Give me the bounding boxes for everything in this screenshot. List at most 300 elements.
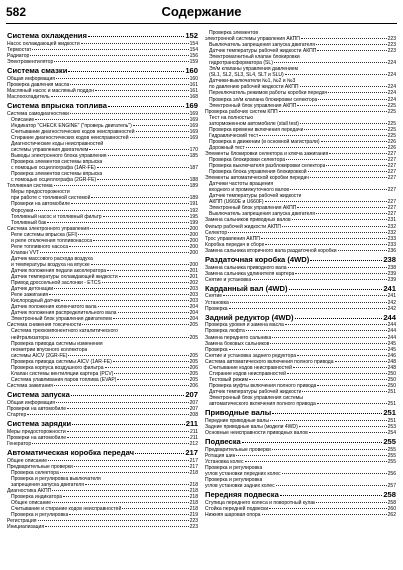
- toc-entry-title: Генератор: [7, 440, 32, 447]
- dot-leader: [32, 49, 188, 50]
- toc-entry-title: Датчик температуры рабочей жидкости: [209, 193, 302, 200]
- dot-leader: [85, 484, 189, 485]
- toc-entry-page: 218: [189, 505, 198, 512]
- toc-entry-title: Основные неисправности приводных валов: [205, 429, 308, 436]
- toc-entry-title: Индикатор "CHECK ENGINE" ("проверь двигатель"): [11, 122, 132, 129]
- dot-leader: [122, 508, 188, 509]
- dot-leader: [74, 466, 189, 467]
- dot-leader: [270, 420, 387, 421]
- dot-leader: [293, 367, 387, 368]
- toc-entry-page: 233: [387, 241, 396, 248]
- toc-entry-page: 204: [189, 310, 198, 317]
- dot-leader: [48, 460, 189, 461]
- dot-leader: [280, 495, 383, 496]
- toc-entry-title: Замена сальника вторичного вала раздаточной коробки: [205, 247, 337, 254]
- toc-entry-title: Общее описание: [11, 499, 52, 506]
- toc-entry-title: Общая информация: [7, 75, 56, 82]
- toc-entry-page: 227: [387, 150, 396, 157]
- toc-entry-title: Проверка рабочих систем КПП: [205, 108, 278, 115]
- toc-entry-title: Система впрыска топлива: [7, 101, 107, 110]
- toc-entry-page: 217: [189, 463, 198, 470]
- dot-leader: [47, 222, 188, 223]
- toc-entry-title: Проверка эл/м клапана блокировки селектора: [209, 96, 318, 103]
- toc-entry-page: 218: [189, 499, 198, 506]
- toc-entry-title: Считывание кодов неисправностей: [209, 364, 292, 371]
- dot-leader: [136, 131, 189, 132]
- toc-entry-title: Проверка блокировки селектора: [209, 156, 286, 163]
- toc-entry-title: Датчик детонации: [11, 286, 54, 293]
- toc-entry-page: 244: [383, 312, 396, 322]
- toc-entry-page: 244: [387, 328, 396, 335]
- dot-leader: [91, 264, 189, 265]
- toc-entry-page: 244: [387, 322, 396, 329]
- toc-entry-title: углов установки передних колес: [205, 470, 281, 477]
- dot-leader: [107, 270, 188, 271]
- toc-entry-title: Проверка и регулировка: [205, 464, 263, 471]
- dot-leader: [34, 210, 188, 211]
- toc-entry-title: Проверки на автомобиле: [7, 434, 67, 441]
- toc-entry-title: Электронный блок управления двигателем: [11, 316, 112, 323]
- toc-entry-page: 207: [189, 405, 198, 412]
- toc-entry-page: 238: [383, 254, 396, 264]
- toc-entry-page: 204: [189, 316, 198, 323]
- dot-leader: [236, 455, 386, 456]
- toc-entry-page: 200: [189, 225, 198, 232]
- toc-entry-title: Проверка муфты включения полного привода: [209, 382, 317, 389]
- dot-leader: [40, 252, 188, 253]
- toc-entry-page: 227: [387, 211, 396, 218]
- toc-entry-title: Ротация шин: [205, 452, 236, 459]
- toc-entry-title: Радиатор: [7, 52, 30, 59]
- dot-leader: [91, 197, 188, 198]
- toc-entry-page: 191: [189, 201, 198, 208]
- toc-entry-page: 160: [185, 65, 198, 75]
- toc-entry-title: Автоматическая коробка передач: [7, 448, 135, 457]
- toc-entry-page: 223: [189, 524, 198, 531]
- toc-entry-page: 225: [387, 132, 396, 139]
- toc-entry-page: 250: [387, 370, 396, 377]
- dot-leader: [52, 490, 188, 491]
- toc-entry-page: 255: [387, 446, 396, 453]
- dot-leader: [49, 294, 188, 295]
- dot-leader: [78, 234, 188, 235]
- dot-leader: [269, 508, 386, 509]
- toc-entry: [205, 512, 396, 518]
- toc-entry-page: 239: [387, 270, 396, 277]
- toc-entry-title: Датчик положения распределительного вала: [11, 310, 117, 317]
- dot-leader: [270, 343, 386, 344]
- toc-entry-title: Элементы блокировки селектора и ключа зажигания: [205, 150, 329, 157]
- dot-leader: [81, 43, 189, 44]
- toc-entry-page: 256: [387, 470, 396, 477]
- toc-section: [7, 391, 198, 400]
- toc-entry-page: 233: [387, 235, 396, 242]
- toc-entry-page: 185: [189, 153, 198, 160]
- toc-entry-title: Гидравлический тест: [209, 132, 259, 139]
- toc-section: [7, 102, 198, 111]
- toc-entry-title: Диагностика АКПП: [7, 487, 52, 494]
- dot-leader: [38, 520, 189, 521]
- toc-entry-title: Термостат: [7, 46, 32, 53]
- dot-leader: [335, 361, 387, 362]
- dot-leader: [329, 153, 386, 154]
- toc-entry-page: 200: [189, 231, 198, 238]
- toc-entry-page: 227: [387, 187, 396, 194]
- toc-entry-page: 250: [387, 376, 396, 383]
- dot-leader: [135, 453, 184, 454]
- toc-entry-title: АКПП (U660E и U660F): [209, 199, 264, 206]
- dot-leader: [52, 502, 189, 503]
- toc-entry-page: 195: [189, 213, 198, 220]
- toc-entry-page: 189: [189, 183, 198, 190]
- toc-entry-title: Насос охлаждающей жидкости: [7, 40, 80, 47]
- dot-leader: [68, 71, 184, 72]
- toc-entry-title: Система смазки: [7, 66, 68, 75]
- toc-entry-title: Электронный блок управления АКПП: [209, 102, 297, 109]
- dot-leader: [50, 337, 189, 338]
- toc-entry-title: Датчик положения коленчатого вала: [11, 304, 97, 311]
- dot-leader: [317, 50, 386, 51]
- toc-entry-title: Меры предосторожности: [7, 428, 66, 435]
- toc-entry-title: Проверка привода системы AICV (1AR-FE): [11, 358, 112, 365]
- toc-entry-title: системы управления двигателем: [11, 147, 89, 154]
- toc-entry-title: Стартер: [7, 411, 27, 418]
- toc-entry-page: 203: [189, 292, 198, 299]
- toc-entry-page: 227: [387, 163, 396, 170]
- toc-entry-page: 205: [189, 334, 198, 341]
- toc-entry-page: 226: [387, 144, 396, 151]
- toc-entry-page: 200: [189, 249, 198, 256]
- toc-entry-title: Система зажигания: [7, 382, 53, 389]
- toc-entry-page: 251: [387, 417, 396, 424]
- toc-entry-title: Проверка привода системы изменения: [11, 340, 103, 347]
- toc-entry-title: системы AICV (2GR-FE): [11, 352, 68, 359]
- toc-entry-title: Замена сальника удлинителя картера: [205, 270, 295, 277]
- dot-leader: [297, 105, 386, 106]
- toc-entry-title: Форсунки: [11, 207, 34, 214]
- page-header: [6, 3, 397, 24]
- toc-entry-title: Система охлаждения: [7, 32, 87, 40]
- toc-entry-page: 218: [189, 487, 198, 494]
- dot-leader: [70, 84, 188, 85]
- dot-leader: [97, 179, 188, 180]
- dot-leader: [276, 485, 387, 486]
- toc-entry-title: Задний редуктор (4WD): [205, 313, 294, 322]
- toc-entry-page: 226: [387, 138, 396, 145]
- dot-leader: [89, 149, 188, 150]
- toc-entry-title: Переключатель режимов работы коробки передач: [209, 90, 328, 97]
- toc-entry-title: Маслоохладитель: [7, 93, 50, 100]
- toc-entry-title: нейтрализатора: [11, 334, 49, 341]
- toc-entry-title: Общая информация: [7, 399, 56, 406]
- toc-entry-page: 258: [387, 499, 396, 506]
- toc-entry-page: 159: [189, 58, 198, 65]
- toc-entry-page: 255: [387, 452, 396, 459]
- dot-leader: [90, 228, 189, 229]
- dot-leader: [316, 213, 387, 214]
- toc-entry-title: Масляный насос и масляный поддон: [7, 87, 95, 94]
- toc-entry-page: 212: [189, 440, 198, 447]
- dot-leader: [272, 337, 386, 338]
- dot-leader: [63, 496, 189, 497]
- toc-entry-page: 211: [185, 418, 198, 428]
- toc-entry-title: Реле системы впрыска (EFI): [11, 231, 78, 238]
- toc-entry-page: 187: [189, 165, 198, 172]
- dot-leader: [252, 279, 386, 280]
- toc-entry-page: 201: [189, 274, 198, 281]
- toc-entry-page: 207: [185, 389, 198, 399]
- toc-section: [205, 314, 396, 323]
- dot-leader: [130, 137, 189, 138]
- toc-entry-title: Проверка элементов системы впрыска: [11, 159, 103, 166]
- toc-entry: [7, 383, 198, 389]
- dot-leader: [72, 424, 185, 425]
- dot-leader: [105, 367, 189, 368]
- dot-leader: [317, 385, 386, 386]
- toc-entry-title: Проверка давления масла: [7, 81, 70, 88]
- toc-entry-title: Проверка в движении (в основной магистрали): [209, 138, 320, 145]
- toc-entry-title: Раздаточная коробка (4WD): [205, 255, 310, 264]
- dot-leader: [308, 171, 387, 172]
- toc-entry-title: Датчик массового расхода воздуха: [11, 255, 93, 262]
- toc-entry-page: 203: [189, 298, 198, 305]
- dot-leader: [27, 414, 188, 415]
- toc-entry-title: Проверка блока управления блокировкой: [209, 169, 307, 176]
- dot-leader: [328, 92, 386, 93]
- dot-leader: [259, 135, 386, 136]
- dot-leader: [338, 250, 387, 251]
- toc-entry-page: 223: [387, 48, 396, 55]
- dot-leader: [299, 426, 387, 427]
- toc-entry-title: Стирание кодов неисправностей: [209, 370, 286, 377]
- toc-entry-title: по давлению рабочей жидкости АКПП: [209, 84, 299, 91]
- dot-leader: [317, 403, 387, 404]
- toc-entry-page: 218: [189, 481, 198, 488]
- toc-entry-title: Проверки на автомобиле: [11, 201, 71, 208]
- toc-entry: [205, 277, 396, 283]
- toc-entry-title: Диагностические коды неисправностей: [11, 141, 104, 147]
- toc-entry-title: Задние приводные валы (модели 4WD): [205, 423, 298, 430]
- toc-entry-page: 206: [189, 364, 198, 371]
- toc-entry-page: 253: [387, 423, 396, 430]
- toc-entry-page: 227: [387, 169, 396, 176]
- toc-entry: [205, 483, 396, 489]
- dot-leader: [228, 232, 386, 233]
- toc-entry-title: Кислородный датчик: [11, 298, 60, 305]
- dot-leader: [117, 379, 188, 380]
- toc-entry-page: 227: [387, 205, 396, 212]
- toc-entry-title: Датчик температуры охлаждающей жидкости: [11, 274, 118, 281]
- toc-entry-page: 255: [383, 437, 396, 446]
- toc-section: [7, 420, 198, 429]
- toc-entry-title: Проверка элементов системы впрыска: [11, 171, 103, 178]
- toc-entry-title: и реле отключения топливонасоса: [11, 237, 93, 244]
- toc-entry-page: 217: [185, 447, 198, 457]
- toc-entry-page: 204: [189, 304, 198, 311]
- toc-entry-page: 242: [387, 305, 396, 312]
- toc-entry-title: заторможенном автомобиле (stall test): [209, 120, 299, 127]
- toc-entry-title: Проверка уровня и замена масла: [205, 322, 284, 329]
- dot-leader: [93, 240, 188, 241]
- toc-column-left: [7, 30, 198, 530]
- dot-leader: [310, 260, 382, 261]
- dot-leader: [69, 246, 189, 247]
- dot-leader: [119, 276, 189, 277]
- toc-entry-title: Проверка и регулировка выключателя: [11, 475, 101, 482]
- dot-leader: [32, 443, 188, 444]
- dot-leader: [321, 141, 387, 142]
- toc-entry-page: 200: [189, 243, 198, 250]
- toc-entry-page: 154: [189, 40, 198, 47]
- toc-entry-page: 205: [189, 370, 198, 377]
- toc-entry-page: 223: [387, 36, 396, 43]
- dot-leader: [103, 216, 189, 217]
- dot-leader: [45, 526, 189, 527]
- toc-entry-title: Инициализация: [7, 524, 45, 531]
- toc-entry-page: 254: [387, 429, 396, 436]
- dot-leader: [316, 44, 387, 45]
- toc-entry-title: (SL1, SL2, SL3, SL4, SLT и SLU): [209, 72, 284, 79]
- toc-entry-page: 236: [387, 247, 396, 254]
- toc-entry-title: Система самодиагностики: [7, 110, 69, 117]
- dot-leader: [67, 408, 188, 409]
- toc-entry-title: Проверка: [205, 346, 228, 353]
- toc-entry-title: Датчики-выключатели №1, №2 и №3: [209, 78, 296, 85]
- toc-entry-title: Тестовый режим: [209, 376, 248, 383]
- toc-entry-title: Предварительные проверки: [7, 463, 73, 470]
- toc-entry-page: 225: [387, 108, 396, 115]
- toc-entry-page: 238: [387, 264, 396, 271]
- dot-leader: [54, 61, 188, 62]
- dot-leader: [310, 177, 387, 178]
- dot-leader: [82, 324, 188, 325]
- toc-entry-title: геометрии впускного коллектора: [11, 346, 88, 353]
- toc-entry: [7, 59, 198, 65]
- toc-entry-title: Передние приводные валы: [205, 417, 269, 424]
- toc-entry-page: 199: [189, 219, 198, 226]
- toc-entry-page: 188: [189, 177, 198, 184]
- toc-entry-title: Система электронного управления: [7, 225, 89, 232]
- toc-entry-page: 169: [189, 110, 198, 117]
- toc-entry-title: Дорожный тест: [209, 144, 245, 151]
- toc-entry-page: 224: [387, 90, 396, 97]
- dot-leader: [262, 514, 387, 515]
- toc-entry-title: гидротрансформатора (SL): [209, 60, 273, 67]
- toc-entry: [7, 412, 198, 418]
- toc-entry-page: 224: [387, 84, 396, 91]
- toc-section: [205, 491, 396, 500]
- toc-entry-page: 206: [189, 382, 198, 389]
- toc-entry-page: 227: [387, 175, 396, 182]
- dot-leader: [97, 167, 189, 168]
- toc-entry-page: 257: [387, 483, 396, 490]
- toc-entry-title: Проверка индикатора: [11, 493, 63, 500]
- toc-entry-title: входного и промежуточного валов: [209, 187, 290, 194]
- toc-entry-title: Замена сальников приводных валов: [205, 217, 291, 224]
- toc-entry-title: Проверки на автомобиле: [7, 405, 67, 412]
- toc-entry-title: Элементы автоматической коробки передач: [205, 175, 309, 182]
- toc-entry-page: 245: [387, 346, 396, 353]
- toc-entry-page: 192: [189, 207, 198, 214]
- dot-leader: [108, 155, 189, 156]
- toc-entry-title: Тест на полностью: [209, 114, 254, 121]
- toc-entry-title: с помощью осциллографа (1AR-FE): [11, 165, 96, 172]
- toc-entry-page: 189: [189, 195, 198, 202]
- toc-entry-title: Стирание диагностических кодов неисправностей: [11, 134, 129, 141]
- toc-entry-title: при работе с топливной системой: [11, 195, 91, 202]
- toc-section: [205, 256, 396, 265]
- toc-entry-title: Замена боковых сальников: [205, 340, 270, 347]
- dot-leader: [290, 189, 386, 190]
- toc-entry-title: Проверка и регулировка: [205, 477, 263, 484]
- toc-entry-title: запрещения запуска двигателя: [11, 481, 84, 488]
- dot-leader: [61, 300, 189, 301]
- toc-entry-title: Проверка: [205, 305, 228, 312]
- toc-entry-title: Система автоматического включения полного привода: [205, 358, 334, 365]
- dot-leader: [265, 201, 387, 202]
- dot-leader: [300, 123, 387, 124]
- toc-entry-page: 225: [387, 102, 396, 109]
- dot-leader: [102, 282, 189, 283]
- toc-entry-page: 203: [189, 286, 198, 293]
- toc-entry-page: 205: [189, 322, 198, 329]
- dot-leader: [301, 38, 387, 39]
- toc-entry-page: 250: [387, 382, 396, 389]
- toc-entry-page: 241: [383, 283, 396, 293]
- toc-entry-page: 169: [189, 122, 198, 129]
- toc-entry-title: Система снижения токсичности: [7, 322, 82, 329]
- toc-entry-title: Снятие: [205, 293, 223, 300]
- toc-entry-title: Замена переднего сальника: [205, 334, 272, 341]
- toc-entry-title: Передняя подвеска: [205, 491, 279, 500]
- toc-entry-page: 211: [189, 428, 198, 435]
- toc-entry-page: 224: [387, 72, 396, 79]
- dot-leader: [309, 432, 387, 433]
- toc-entry-title: Эл/м клапаны управления давлением: [209, 66, 298, 73]
- toc-section: [205, 438, 396, 447]
- toc-entry-title: Датчики частоты вращения: [209, 181, 274, 188]
- toc-entry-page: 255: [387, 458, 396, 465]
- toc-entry-page: 208: [189, 411, 198, 418]
- toc-entry-title: Система улавливания паров топлива (EVAP): [11, 376, 117, 383]
- dot-leader: [88, 36, 184, 37]
- toc-entry-title: Фильтр рабочей жидкости АКПП: [205, 223, 282, 230]
- toc-entry-page: 227: [387, 199, 396, 206]
- toc-entry-title: Меры предосторожности: [11, 189, 70, 196]
- dot-leader: [282, 473, 387, 474]
- toc-entry-page: 168: [189, 93, 198, 100]
- dot-leader: [113, 318, 189, 319]
- dot-leader: [54, 385, 189, 386]
- toc-entry-title: Реле топливного насоса: [11, 243, 69, 250]
- dot-leader: [261, 238, 387, 239]
- toc-entry-page: 161: [189, 81, 198, 88]
- toc-entry-title: Проверка и регулировка: [11, 512, 69, 519]
- toc-entry-title: Считывание и стирание кодов неисправностей: [11, 505, 122, 512]
- dot-leader: [98, 306, 189, 307]
- toc-entry-page: 258: [383, 490, 396, 500]
- dot-leader: [295, 318, 383, 319]
- toc-entry-page: 251: [387, 388, 396, 395]
- dot-leader: [56, 78, 189, 79]
- toc-entry-title: Проверка времени включения передачи: [209, 126, 304, 133]
- toc-entry-title: Электромагнитный клапан блокировки: [209, 54, 300, 61]
- toc-entry-title: Привод дроссельной заслонки - ETCS: [11, 280, 101, 287]
- toc-entry-title: Проверка элементов: [209, 30, 259, 36]
- toc-section: [7, 67, 198, 76]
- dot-leader: [245, 461, 387, 462]
- dot-leader: [71, 203, 188, 204]
